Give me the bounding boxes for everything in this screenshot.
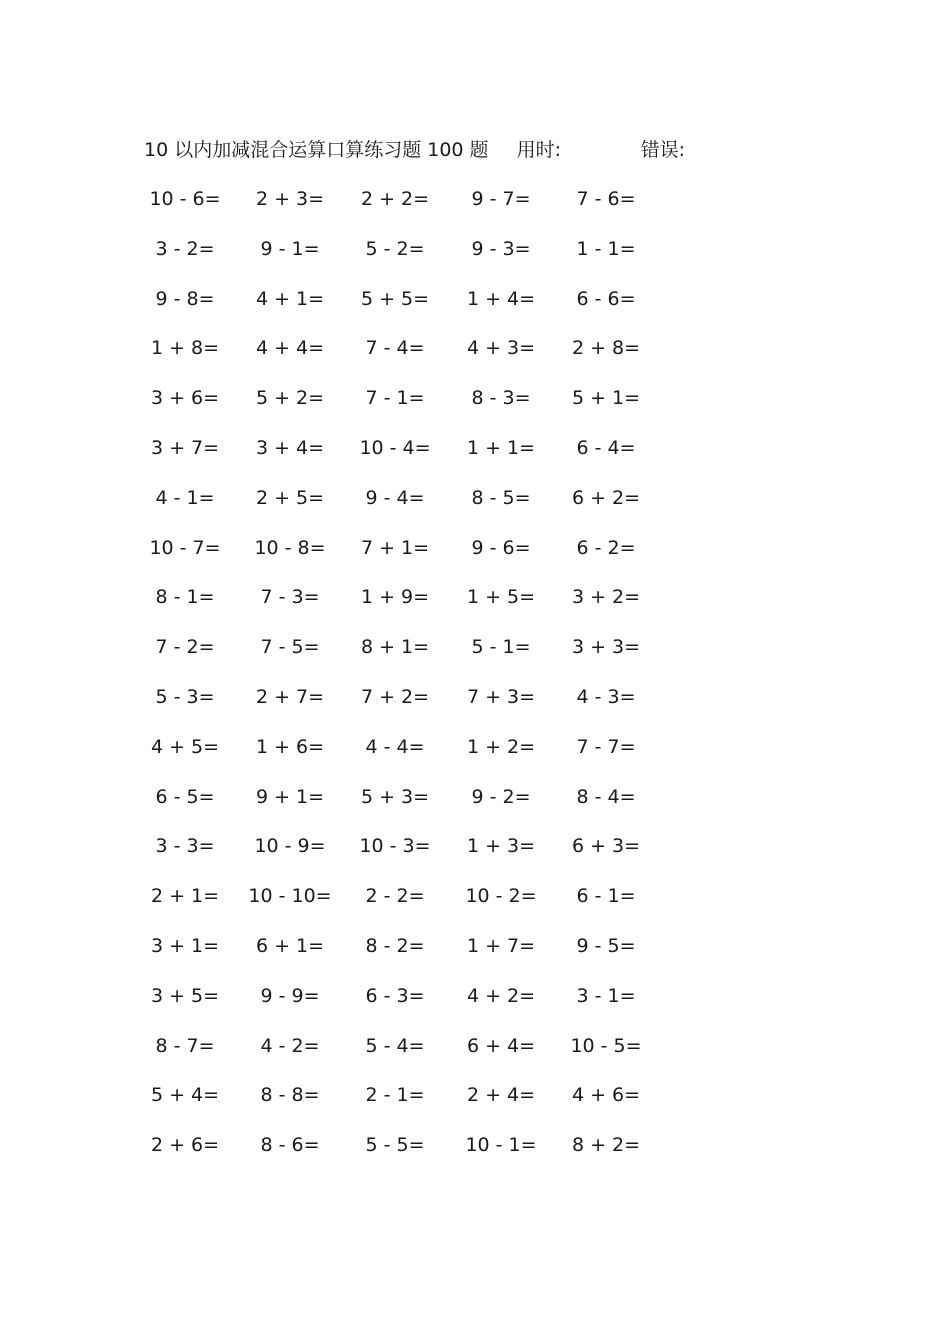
math-problem: 6 - 4= [576, 436, 636, 459]
math-problem: 3 - 3= [155, 835, 215, 858]
math-problem: 6 - 5= [155, 785, 215, 808]
math-problem: 9 - 6= [471, 536, 531, 559]
math-problem: 2 + 3= [255, 188, 325, 210]
math-problem: 7 + 2= [360, 685, 430, 708]
math-problem: 10 - 1= [465, 1134, 537, 1157]
math-problem: 10 - 6= [149, 188, 221, 210]
math-problem: 7 - 7= [576, 735, 636, 758]
math-problem: 2 - 1= [365, 1084, 425, 1107]
math-problem: 2 + 2= [360, 188, 430, 210]
math-problem: 5 - 3= [155, 685, 215, 708]
math-problem: 10 - 5= [570, 1034, 642, 1057]
math-problem: 7 - 5= [260, 636, 320, 659]
math-problem: 7 - 1= [365, 387, 425, 410]
math-problem: 9 - 8= [155, 287, 215, 310]
math-problem: 3 + 7= [150, 436, 220, 459]
math-problem: 9 - 5= [576, 934, 636, 957]
math-problem: 10 - 4= [359, 436, 431, 459]
math-problem: 1 + 3= [466, 835, 536, 858]
math-problem: 1 + 1= [466, 436, 536, 459]
math-problem: 7 - 4= [365, 337, 425, 360]
math-problem: 9 - 9= [260, 984, 320, 1007]
math-problem: 10 - 7= [149, 536, 221, 559]
math-problem: 5 + 3= [360, 785, 430, 808]
math-problem: 2 - 2= [365, 885, 425, 908]
math-problem: 1 + 7= [466, 934, 536, 957]
math-problem: 4 - 1= [155, 486, 215, 509]
math-problem: 2 + 6= [150, 1134, 220, 1157]
math-problem: 8 - 1= [155, 586, 215, 609]
math-problem: 3 + 3= [571, 636, 641, 659]
math-problem: 3 + 1= [150, 934, 220, 957]
math-problem: 2 + 1= [150, 885, 220, 908]
math-problem: 1 - 1= [576, 237, 636, 260]
math-problem: 4 + 6= [571, 1084, 641, 1107]
math-problem: 5 - 1= [471, 636, 531, 659]
math-problem: 2 + 5= [255, 486, 325, 509]
math-problem: 2 + 8= [571, 337, 641, 360]
math-problem: 8 - 3= [471, 387, 531, 410]
math-problem: 6 + 3= [571, 835, 641, 858]
worksheet-title: 10 以内加减混合运算口算练习题 100 题 [144, 139, 489, 161]
math-problem: 9 - 7= [471, 188, 531, 210]
math-problem: 10 - 8= [254, 536, 326, 559]
math-problem: 8 - 8= [260, 1084, 320, 1107]
math-problem: 3 - 1= [576, 984, 636, 1007]
math-problem: 8 + 2= [571, 1134, 641, 1157]
math-problem: 6 + 4= [466, 1034, 536, 1057]
math-problem: 7 + 1= [360, 536, 430, 559]
math-problem: 10 - 10= [248, 885, 332, 908]
math-problem: 3 + 6= [150, 387, 220, 410]
math-problem: 9 - 2= [471, 785, 531, 808]
math-problem: 1 + 4= [466, 287, 536, 310]
worksheet-header [144, 136, 685, 164]
math-problem: 6 - 6= [576, 287, 636, 310]
math-problem: 5 + 4= [150, 1084, 220, 1107]
math-problem: 7 - 3= [260, 586, 320, 609]
math-problem: 4 + 4= [255, 337, 325, 360]
math-problem: 4 + 5= [150, 735, 220, 758]
math-problem: 8 + 1= [360, 636, 430, 659]
math-problem: 9 - 4= [365, 486, 425, 509]
math-problem: 6 + 2= [571, 486, 641, 509]
math-problem: 6 - 1= [576, 885, 636, 908]
math-problem: 4 - 4= [365, 735, 425, 758]
math-problem: 3 - 2= [155, 237, 215, 260]
math-problem: 3 + 2= [571, 586, 641, 609]
math-problem: 7 + 3= [466, 685, 536, 708]
math-problem: 5 + 2= [255, 387, 325, 410]
math-problem: 8 - 7= [155, 1034, 215, 1057]
time-used-label: 用时: [516, 139, 562, 161]
math-problem: 1 + 6= [255, 735, 325, 758]
math-problem: 6 - 2= [576, 536, 636, 559]
math-problem: 2 + 7= [255, 685, 325, 708]
math-problem: 7 - 2= [155, 636, 215, 659]
math-problem: 4 - 3= [576, 685, 636, 708]
math-problem: 8 - 5= [471, 486, 531, 509]
math-problem: 10 - 3= [359, 835, 431, 858]
math-problem: 9 + 1= [255, 785, 325, 808]
math-problem: 4 + 1= [255, 287, 325, 310]
math-problem: 7 - 6= [576, 188, 636, 210]
math-problem: 5 - 2= [365, 237, 425, 260]
math-problem: 1 + 2= [466, 735, 536, 758]
math-problem: 6 + 1= [255, 934, 325, 957]
math-problem: 9 - 3= [471, 237, 531, 260]
math-problem: 1 + 5= [466, 586, 536, 609]
math-problem: 8 - 4= [576, 785, 636, 808]
math-problem: 10 - 2= [465, 885, 537, 908]
math-problem: 5 - 4= [365, 1034, 425, 1057]
math-problem: 4 - 2= [260, 1034, 320, 1057]
math-problem: 8 - 2= [365, 934, 425, 957]
math-problem: 1 + 9= [360, 586, 430, 609]
math-problem: 1 + 8= [150, 337, 220, 360]
math-problem: 6 - 3= [365, 984, 425, 1007]
error-count-label: 错误: [640, 139, 686, 161]
math-problem: 5 + 1= [571, 387, 641, 410]
math-problem: 2 + 4= [466, 1084, 536, 1107]
math-problem: 4 + 3= [466, 337, 536, 360]
math-problem: 4 + 2= [466, 984, 536, 1007]
math-problem: 10 - 9= [254, 835, 326, 858]
math-problem: 9 - 1= [260, 237, 320, 260]
math-problem: 5 + 5= [360, 287, 430, 310]
math-problem: 3 + 5= [150, 984, 220, 1007]
math-problem: 5 - 5= [365, 1134, 425, 1157]
math-problem: 3 + 4= [255, 436, 325, 459]
math-problem: 8 - 6= [260, 1134, 320, 1157]
